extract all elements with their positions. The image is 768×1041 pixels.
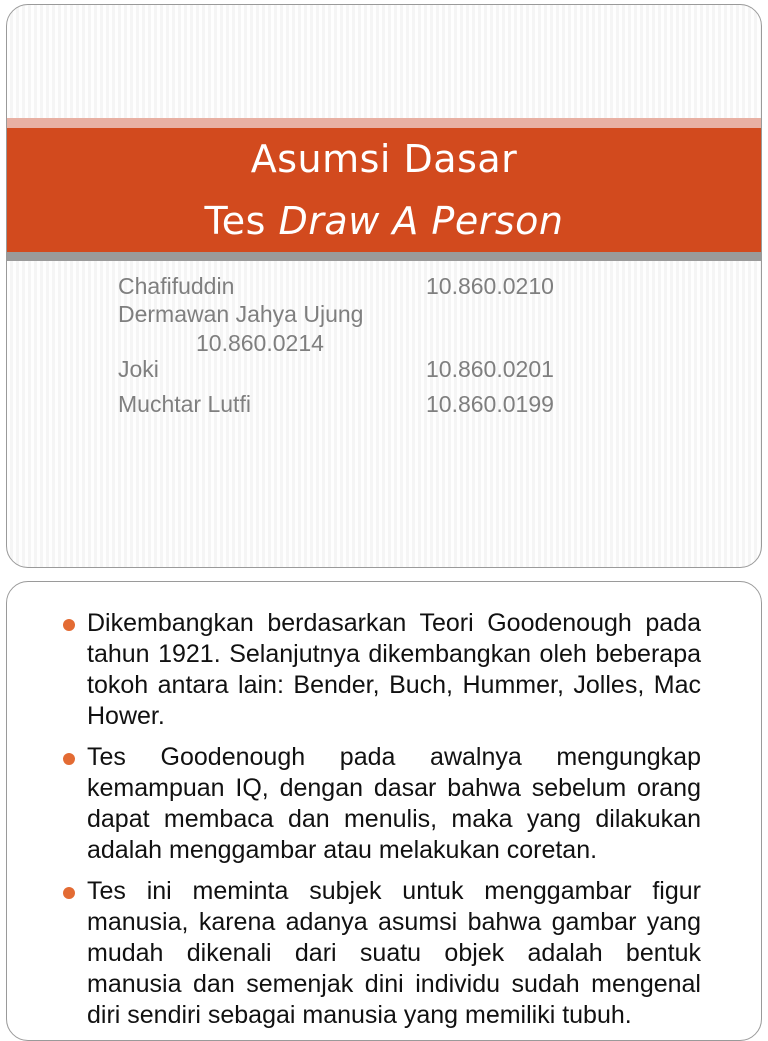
slide-title-line-1: Asumsi Dasar bbox=[250, 137, 518, 181]
accent-bar-top bbox=[7, 118, 761, 128]
bullet-text: Dikembangkan berdasarkan Teori Goodenough pada tahun 1921. Selanjutnya dikembangkan oleh beberapa tokoh antara lain: Bender, Buch, Hummer, Jolles, Mac Hower. bbox=[87, 609, 701, 730]
member-id-4: 10.860.0199 bbox=[426, 391, 554, 417]
bullet-dot-icon bbox=[63, 753, 75, 765]
title-slide bbox=[6, 4, 762, 568]
accent-bar-bottom bbox=[7, 252, 761, 261]
member-id-3: 10.860.0201 bbox=[426, 356, 554, 382]
member-name-2: Dermawan Jahya Ujung bbox=[118, 301, 364, 327]
member-id-2: 10.860.0214 bbox=[196, 330, 324, 356]
bullet-text: Tes ini meminta subjek untuk menggambar figur manusia, karena adanya asumsi bahwa gambar yang mudah dikenali dari suatu objek adalah bentuk manusia dan semenjak dini individu sudah mengenal diri sendiri sebagai manusia yang memiliki tubuh. bbox=[87, 877, 701, 1029]
bullet-dot-icon bbox=[63, 887, 75, 899]
title-italic: Draw A Person bbox=[278, 199, 564, 243]
bullet-dot-icon bbox=[63, 619, 75, 631]
title-prefix: Tes bbox=[204, 199, 279, 243]
content-slide bbox=[6, 581, 762, 1041]
list-item bbox=[63, 876, 701, 1031]
list-item bbox=[63, 742, 701, 866]
member-id-1: 10.860.0210 bbox=[426, 273, 554, 299]
bullet-list bbox=[63, 608, 701, 1041]
slide-title-line-2 bbox=[7, 199, 761, 243]
member-name-3: Joki bbox=[118, 356, 159, 382]
member-name-1: Chafifuddin bbox=[118, 273, 235, 299]
bullet-text: Tes Goodenough pada awalnya mengungkap kemampuan IQ, dengan dasar bahwa sebelum orang dapat membaca dan menulis, maka yang dilakukan adalah menggambar atau melakukan coretan. bbox=[87, 743, 701, 864]
list-item bbox=[63, 608, 701, 732]
member-name-4: Muchtar Lutfi bbox=[118, 391, 251, 417]
